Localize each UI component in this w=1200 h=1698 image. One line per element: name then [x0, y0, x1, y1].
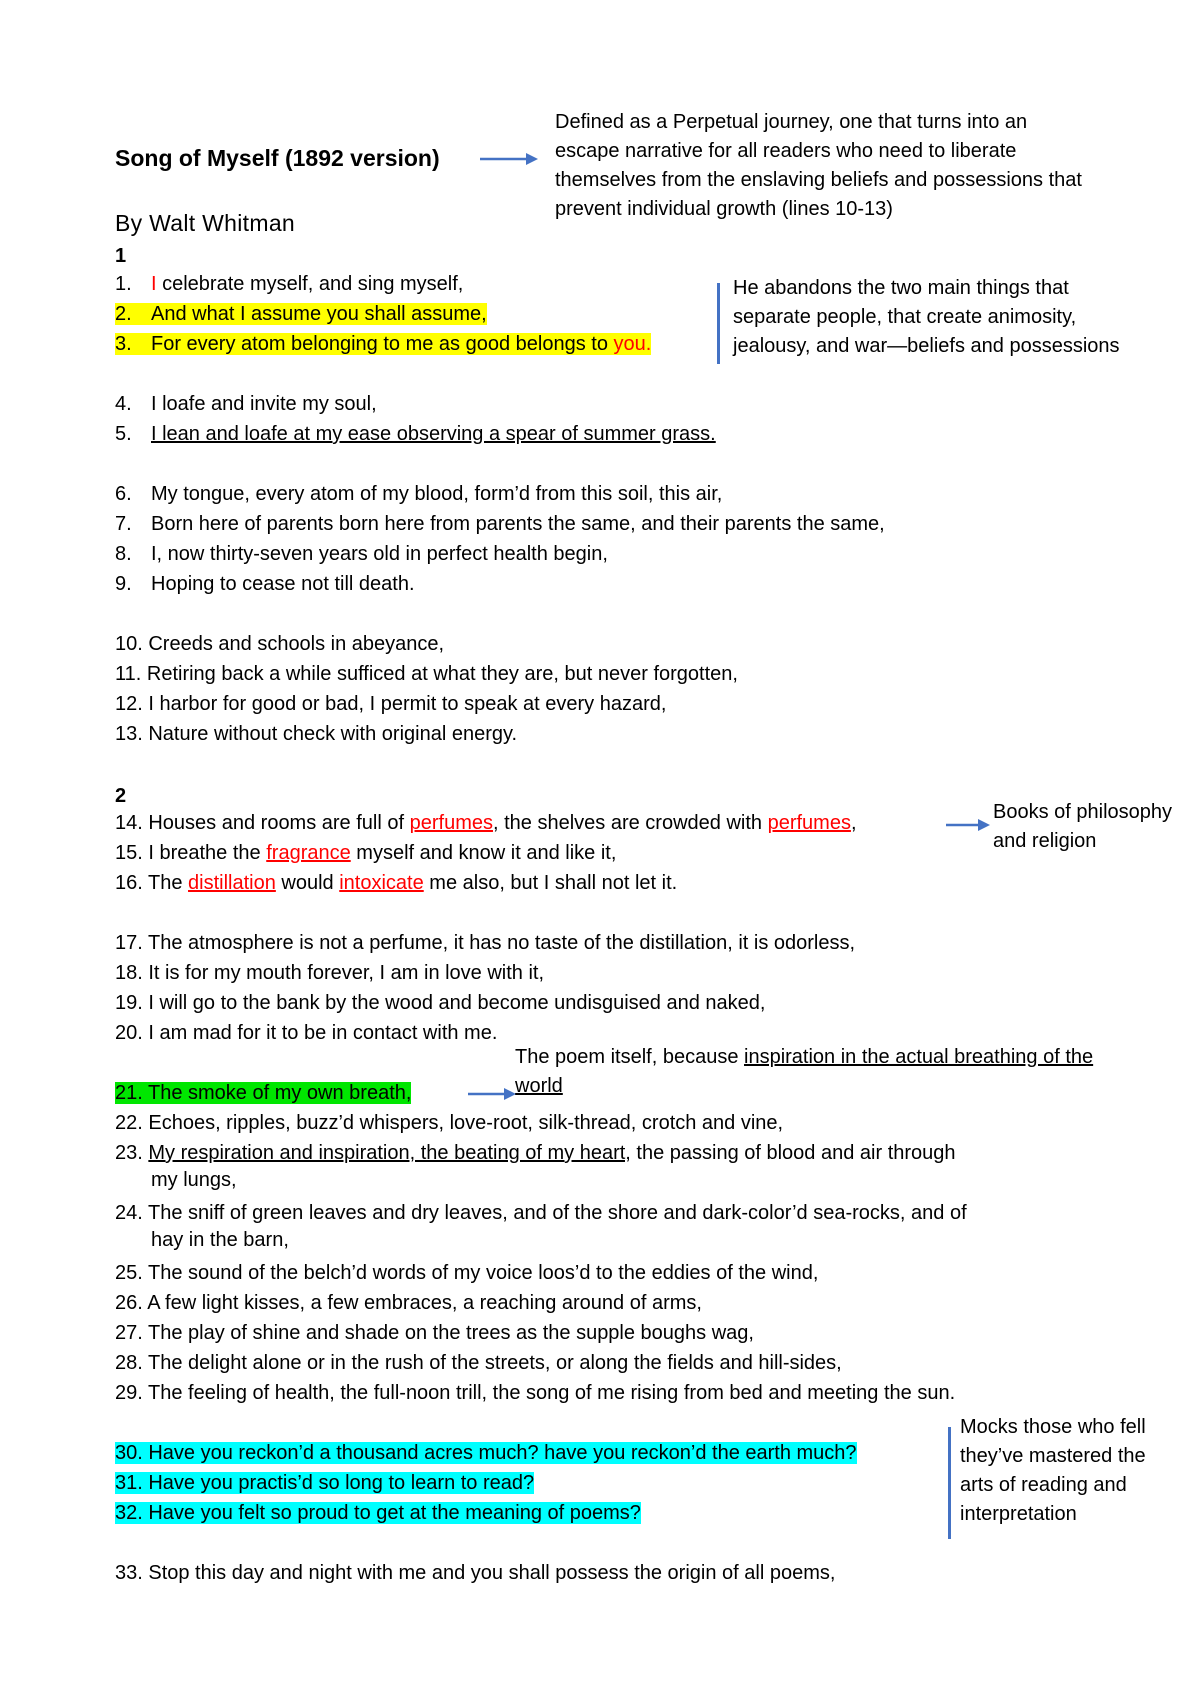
annotation-text: The poem itself, because [515, 1046, 745, 1068]
section-number: 1 [115, 245, 127, 267]
annotation-bar [948, 1427, 951, 1539]
annotation-line: prevent individual growth (lines 10-13) [555, 198, 893, 220]
line-text: 16. The [115, 872, 189, 894]
line-number: 1. [115, 273, 132, 295]
poem-line-29: 29. The feeling of health, the full-noon trill, the song of me rising from bed and meeting the sun. [115, 1382, 956, 1404]
arrow-icon [468, 1087, 518, 1101]
line-text-red: I [151, 273, 157, 295]
poem-line-6 [115, 481, 722, 508]
poem-line-27: 27. The play of shine and shade on the trees as the supple boughs wag, [115, 1322, 754, 1344]
annotation-line: jealousy, and war—beliefs and possessions [733, 335, 1120, 357]
line-number: 4. [115, 393, 132, 415]
poem-line-4 [115, 391, 377, 418]
annotation-line: and religion [993, 830, 1097, 852]
poem-line-15 [115, 840, 616, 867]
poem-line-3 [115, 331, 651, 358]
line-text: would [275, 872, 340, 894]
line-text: , the shelves are crowded with [492, 812, 768, 834]
line-number: 23. [115, 1142, 149, 1164]
line-number: 9. [115, 573, 132, 595]
line-text-red-underlined: perfumes [767, 812, 851, 834]
poem-line-19: 19. I will go to the bank by the wood and become undisguised and naked, [115, 992, 766, 1014]
line-text: Hoping to cease not till death. [151, 573, 415, 595]
line-text-red-underlined: perfumes [409, 812, 493, 834]
poem-line-26: 26. A few light kisses, a few embraces, a reaching around of arms, [115, 1292, 702, 1314]
annotation-line: Books of philosophy [993, 801, 1173, 823]
poem-line-13: 13. Nature without check with original energy. [115, 723, 518, 745]
line-text-underlined: My respiration and inspiration, the beating of my heart, [148, 1142, 631, 1164]
annotation-books [993, 798, 1172, 856]
line-text: I loafe and invite my soul, [151, 393, 377, 415]
poem-line-22: 22. Echoes, ripples, buzz’d whispers, love-root, silk-thread, crotch and vine, [115, 1112, 784, 1134]
poem-line-18: 18. It is for my mouth forever, I am in love with it, [115, 962, 545, 984]
annotation-abandons [733, 274, 1120, 361]
poem-line-7 [115, 511, 885, 538]
line-number: 3. [115, 333, 132, 355]
line-text: myself and know it and like it, [350, 842, 617, 864]
line-text: I, now thirty-seven years old in perfect health begin, [151, 543, 608, 565]
poem-line-2 [115, 301, 487, 328]
line-number: 7. [115, 513, 132, 535]
line-text-underlined: I lean and loafe at my ease observing a spear of summer grass. [151, 423, 716, 445]
document-title: Song of Myself (1892 version) [115, 145, 440, 171]
poem-line-16 [115, 870, 677, 897]
poem-line-30 [115, 1440, 857, 1467]
line-text-highlighted: 31. Have you practis’d so long to learn to read? [115, 1472, 535, 1494]
line-text-red: you. [613, 333, 652, 355]
arrow-icon [480, 152, 540, 166]
line-text: , [850, 812, 857, 834]
line-continuation: hay in the barn, [151, 1229, 289, 1251]
line-text: 14. Houses and rooms are full of [115, 812, 410, 834]
poem-line-17: 17. The atmosphere is not a perfume, it has no taste of the distillation, it is odorless, [115, 932, 856, 954]
annotation-line: Mocks those who fell [960, 1416, 1146, 1438]
poem-line-24 [115, 1200, 967, 1254]
annotation-line: they’ve mastered the [960, 1445, 1146, 1467]
arrow-icon [946, 818, 992, 832]
line-text: And what I assume you shall assume, [151, 303, 487, 325]
poem-line-25: 25. The sound of the belch’d words of my voice loos’d to the eddies of the wind, [115, 1262, 819, 1284]
annotation-bar [717, 283, 720, 364]
poem-line-1 [115, 271, 463, 298]
line-text: Born here of parents born here from parents the same, and their parents the same, [151, 513, 885, 535]
line-text-red-underlined: intoxicate [339, 872, 424, 894]
line-text: 24. The sniff of green leaves and dry leaves, and of the shore and dark-color’d sea-rocks, and of [115, 1202, 967, 1224]
line-continuation: my lungs, [151, 1169, 237, 1191]
poem-line-10: 10. Creeds and schools in abeyance, [115, 633, 445, 655]
line-number: 8. [115, 543, 132, 565]
line-number: 6. [115, 483, 132, 505]
line-text-red-underlined: fragrance [266, 842, 351, 864]
line-number: 2. [115, 303, 132, 325]
line-number: 5. [115, 423, 132, 445]
line-text: 15. I breathe the [115, 842, 267, 864]
line-text: the passing of blood and air through [630, 1142, 956, 1164]
poem-line-8 [115, 541, 608, 568]
poem-line-11: 11. Retiring back a while sufficed at what they are, but never forgotten, [115, 663, 738, 685]
poem-line-14 [115, 810, 857, 837]
poem-line-5 [115, 421, 716, 448]
poem-line-12: 12. I harbor for good or bad, I permit to speak at every hazard, [115, 693, 667, 715]
annotation-journey [555, 108, 1082, 224]
poem-line-31 [115, 1470, 534, 1497]
poem-line-33: 33. Stop this day and night with me and you shall possess the origin of all poems, [115, 1562, 836, 1584]
annotation-line: Defined as a Perpetual journey, one that turns into an [555, 111, 1028, 133]
annotation-mocks [960, 1413, 1146, 1529]
poem-line-9 [115, 571, 415, 598]
poem-line-28: 28. The delight alone or in the rush of the streets, or along the fields and hill-sides, [115, 1352, 842, 1374]
annotation-line: arts of reading and [960, 1474, 1127, 1496]
section-number: 2 [115, 785, 127, 807]
poem-line-23 [115, 1140, 956, 1194]
line-text-highlighted: 32. Have you felt so proud to get at the meaning of poems? [115, 1502, 641, 1524]
poem-line-20: 20. I am mad for it to be in contact with me. [115, 1022, 498, 1044]
line-text-red-underlined: distillation [188, 872, 276, 894]
line-text: My tongue, every atom of my blood, form’d from this soil, this air, [151, 483, 723, 505]
annotation-poem-itself [515, 1043, 1093, 1101]
line-text-highlighted: 30. Have you reckon’d a thousand acres much? have you reckon’d the earth much? [115, 1442, 857, 1464]
annotation-line: themselves from the enslaving beliefs and possessions that [555, 169, 1082, 191]
annotation-line: escape narrative for all readers who need to liberate [555, 140, 1017, 162]
annotation-line: separate people, that create animosity, [733, 306, 1077, 328]
author-line: By Walt Whitman [115, 210, 296, 236]
annotation-text-underlined: world [515, 1075, 563, 1097]
annotation-line: interpretation [960, 1503, 1077, 1525]
line-text: celebrate myself, and sing myself, [156, 273, 464, 295]
line-text-highlighted: 21. The smoke of my own breath, [115, 1082, 412, 1104]
annotation-line: He abandons the two main things that [733, 277, 1069, 299]
poem-line-32 [115, 1500, 641, 1527]
annotation-text-underlined: inspiration in the actual breathing of the [744, 1046, 1094, 1068]
poem-line-21 [115, 1080, 411, 1107]
line-text: For every atom belonging to me as good belongs to [151, 333, 614, 355]
line-text: me also, but I shall not let it. [423, 872, 678, 894]
